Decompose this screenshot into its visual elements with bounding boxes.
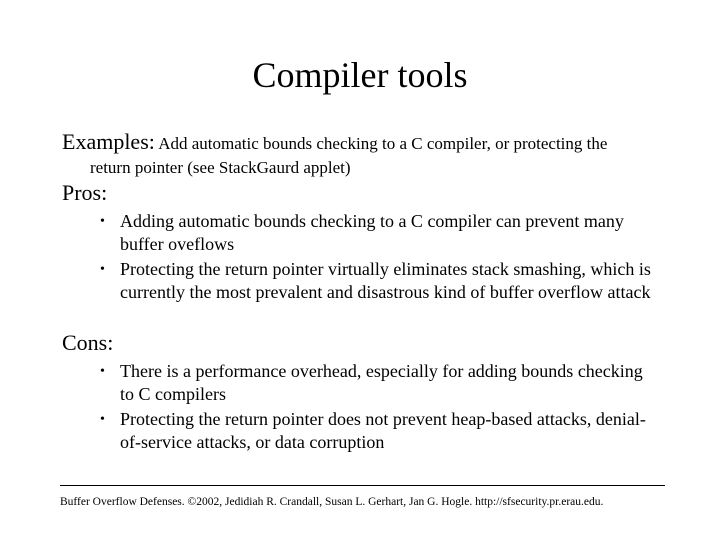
cons-list (100, 360, 660, 456)
pros-list (100, 210, 660, 306)
footer-citation: Buffer Overflow Defenses. ©2002, Jedidiah R. Crandall, Susan L. Gerhart, Jan G. Hogle. http://sfsecurity.pr.erau.edu. (60, 496, 604, 508)
examples-block (62, 130, 662, 180)
cons-item-1 (100, 360, 660, 406)
pros-item-1 (100, 210, 660, 256)
cons-item-1-text: There is a performance overhead, especially for adding bounds checking to C compilers (120, 361, 643, 404)
pros-item-2-text: Protecting the return pointer virtually eliminates stack smashing, which is currently the most prevalent and disastrous kind of buffer overflow attack (120, 259, 651, 302)
pros-item-2 (100, 258, 660, 304)
examples-text-2: return pointer (see StackGaurd applet) (90, 158, 351, 177)
bullet-icon: • (100, 364, 105, 379)
cons-label: Cons: (62, 330, 114, 355)
bullet-icon: • (100, 262, 105, 277)
examples-label: Examples: (62, 129, 155, 154)
cons-item-2-text: Protecting the return pointer does not prevent heap-based attacks, denial-of-service attacks, or data corruption (120, 409, 646, 452)
footer-divider (60, 485, 665, 486)
cons-item-2 (100, 408, 660, 454)
bullet-icon: • (100, 412, 105, 427)
examples-text-1: Add automatic bounds checking to a C compiler, or protecting the (158, 134, 608, 153)
pros-label: Pros: (62, 180, 108, 205)
examples-line-1 (62, 130, 662, 156)
pros-item-1-text: Adding automatic bounds checking to a C compiler can prevent many buffer oveflows (120, 211, 624, 254)
bullet-icon: • (100, 214, 105, 229)
slide-title: Compiler tools (252, 55, 468, 95)
